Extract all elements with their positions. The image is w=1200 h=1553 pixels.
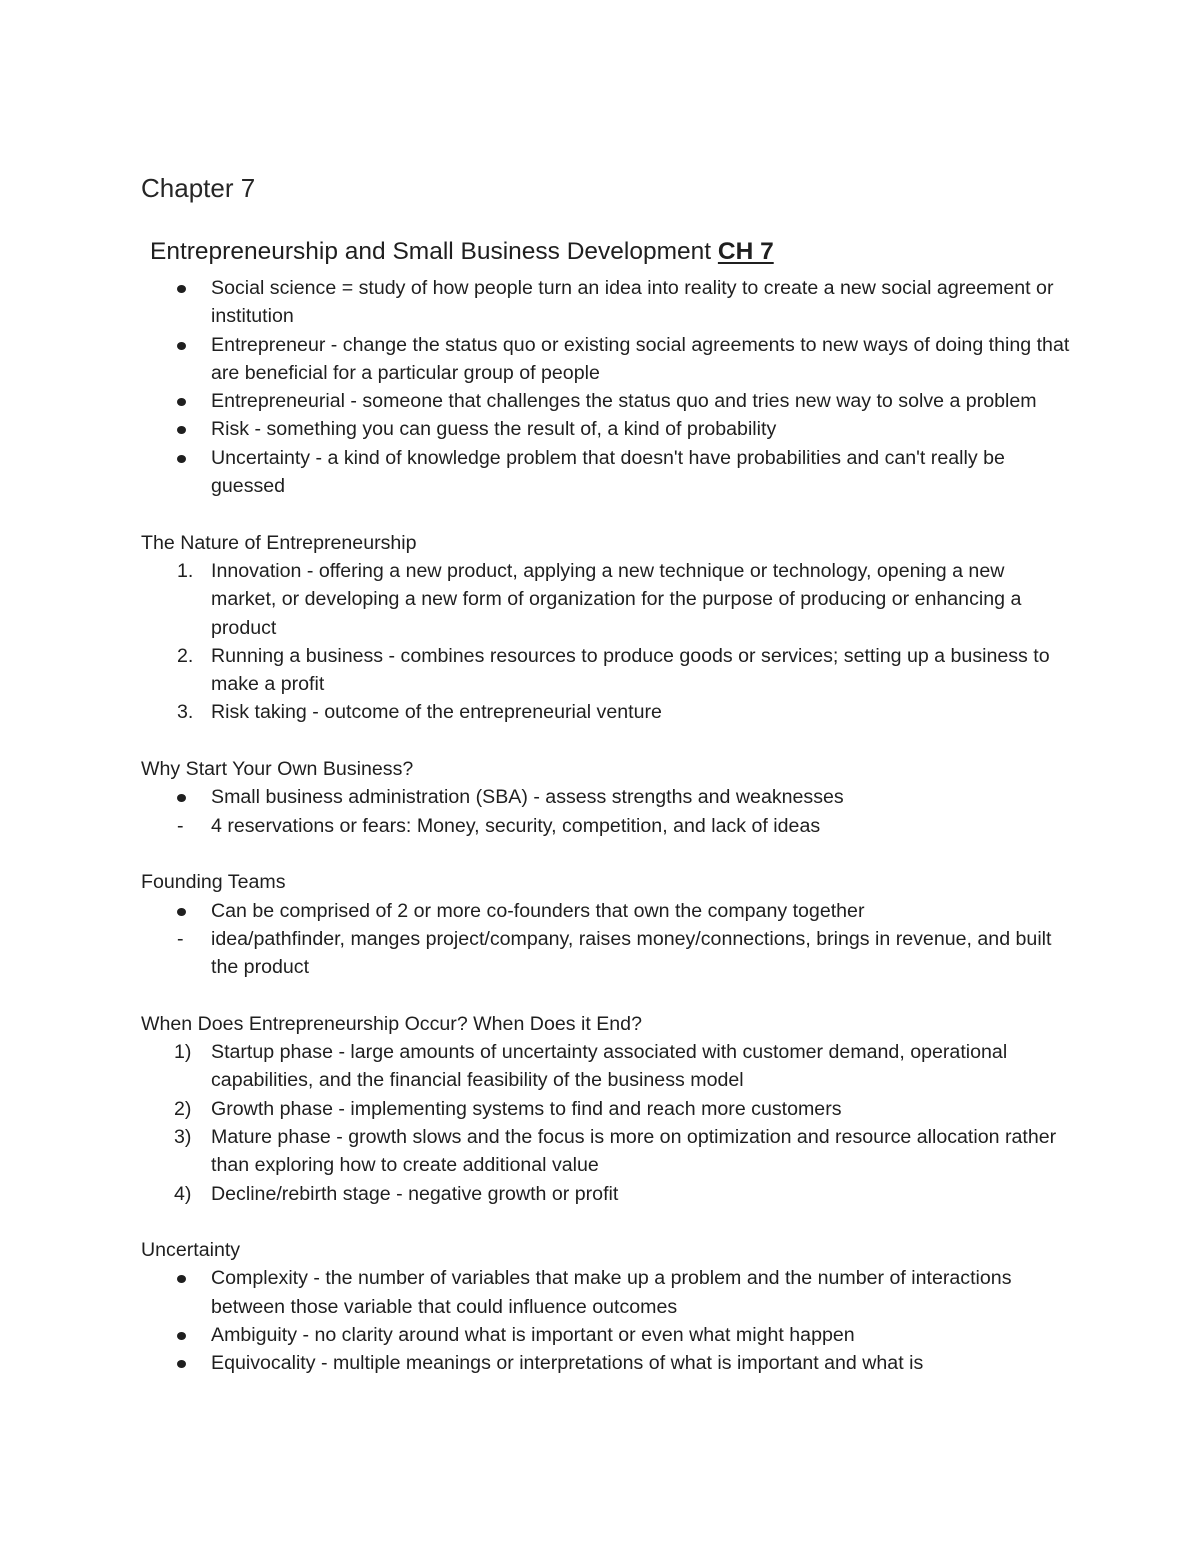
document-body — [141, 274, 1071, 1378]
section-heading-founding-teams: Founding Teams — [141, 871, 286, 894]
section-heading-when-occur: When Does Entrepreneurship Occur? When Does it End? — [141, 1012, 642, 1035]
founding-teams-list — [141, 897, 1071, 982]
list-number: 3) — [174, 1125, 192, 1148]
list-item-text: Uncertainty - a kind of knowledge problem that doesn't have probabilities and can't really be guessed — [211, 446, 1005, 498]
list-item — [141, 274, 1071, 331]
list-number: 1. — [177, 559, 194, 582]
section-uncertainty — [141, 1236, 1071, 1377]
list-item — [141, 557, 1071, 642]
section-founding-teams — [141, 868, 1071, 981]
list-item — [141, 925, 1071, 982]
section-heading-nature: The Nature of Entrepreneurship — [141, 531, 417, 554]
dash-marker: - — [177, 814, 184, 837]
list-item-text: Can be comprised of 2 or more co-founders that own the company together — [211, 899, 865, 922]
list-item-text: Small business administration (SBA) - assess strengths and weaknesses — [211, 786, 844, 809]
list-item-text: Running a business - combines resources to produce goods or services; setting up a business to make a profit — [211, 644, 1050, 696]
list-item-text: Complexity - the number of variables that make up a problem and the number of interactions between those variable that could influence outcomes — [211, 1267, 1012, 1318]
heading-chapter-ref: CH 7 — [717, 238, 774, 265]
phases-list — [141, 1038, 1071, 1208]
list-item-text: Ambiguity - no clarity around what is important or even what might happen — [211, 1323, 855, 1346]
list-item-text: Mature phase - growth slows and the focus is more on optimization and resource allocation rather than exploring how to create additional value — [211, 1125, 1057, 1177]
section-heading-uncertainty: Uncertainty — [141, 1239, 241, 1262]
list-item — [141, 1321, 1071, 1349]
section-definitions — [141, 274, 1071, 500]
why-start-list — [141, 783, 1071, 840]
list-item — [141, 642, 1071, 699]
list-item-text: idea/pathfinder, manges project/company, raises money/connections, brings in revenue, and built the product — [211, 927, 1052, 979]
list-item — [141, 812, 1071, 840]
list-item — [141, 415, 1071, 443]
list-item — [141, 1349, 1071, 1377]
definitions-list — [141, 274, 1071, 500]
list-item — [141, 698, 1071, 726]
list-number: 3. — [177, 701, 194, 724]
list-item-text: Equivocality - multiple meanings or interpretations of what is important and what is — [211, 1352, 924, 1375]
list-number: 4) — [174, 1182, 192, 1205]
chapter-title: Chapter 7 — [141, 173, 256, 203]
list-item-text: Entrepreneur - change the status quo or existing social agreements to new ways of doing thing that are beneficial for a particular group of people — [211, 333, 1070, 384]
list-item — [141, 387, 1071, 415]
list-item — [141, 1095, 1071, 1123]
list-item — [141, 1180, 1071, 1208]
list-item-text: Innovation - offering a new product, applying a new technique or technology, opening a new market, or developing a new form of organization for the purpose of producing or enhancing a product — [211, 559, 1022, 639]
heading-text: Entrepreneurship and Small Business Development — [150, 238, 718, 265]
section-why-start — [141, 755, 1071, 840]
list-item — [141, 1038, 1071, 1095]
list-item-text: Growth phase - implementing systems to find and reach more customers — [211, 1097, 842, 1120]
list-number: 2) — [174, 1097, 192, 1120]
list-item-text: Entrepreneurial - someone that challenges the status quo and tries new way to solve a problem — [211, 390, 1037, 413]
list-item — [141, 783, 1071, 811]
list-item — [141, 897, 1071, 925]
dash-marker: - — [177, 927, 184, 950]
list-item — [141, 331, 1071, 388]
section-heading-why-start: Why Start Your Own Business? — [141, 758, 414, 781]
list-item — [141, 444, 1071, 501]
list-item-text: 4 reservations or fears: Money, security, competition, and lack of ideas — [211, 814, 821, 837]
list-item-text: Startup phase - large amounts of uncertainty associated with customer demand, operational capabilities, and the financial feasibility of the business model — [211, 1041, 1008, 1092]
nature-list — [141, 557, 1071, 727]
list-item-text: Decline/rebirth stage - negative growth or profit — [211, 1182, 619, 1205]
list-number: 1) — [174, 1041, 192, 1064]
list-item-text: Social science = study of how people turn an idea into reality to create a new social agreement or institution — [211, 277, 1054, 328]
list-item — [141, 1123, 1071, 1180]
section-nature — [141, 529, 1071, 727]
section-when-occur — [141, 1010, 1071, 1208]
list-number: 2. — [177, 644, 194, 667]
uncertainty-list — [141, 1264, 1071, 1377]
list-item-text: Risk taking - outcome of the entrepreneurial venture — [211, 701, 662, 724]
list-item — [141, 1264, 1071, 1321]
document-heading — [150, 236, 774, 268]
list-item-text: Risk - something you can guess the result of, a kind of probability — [211, 418, 777, 441]
